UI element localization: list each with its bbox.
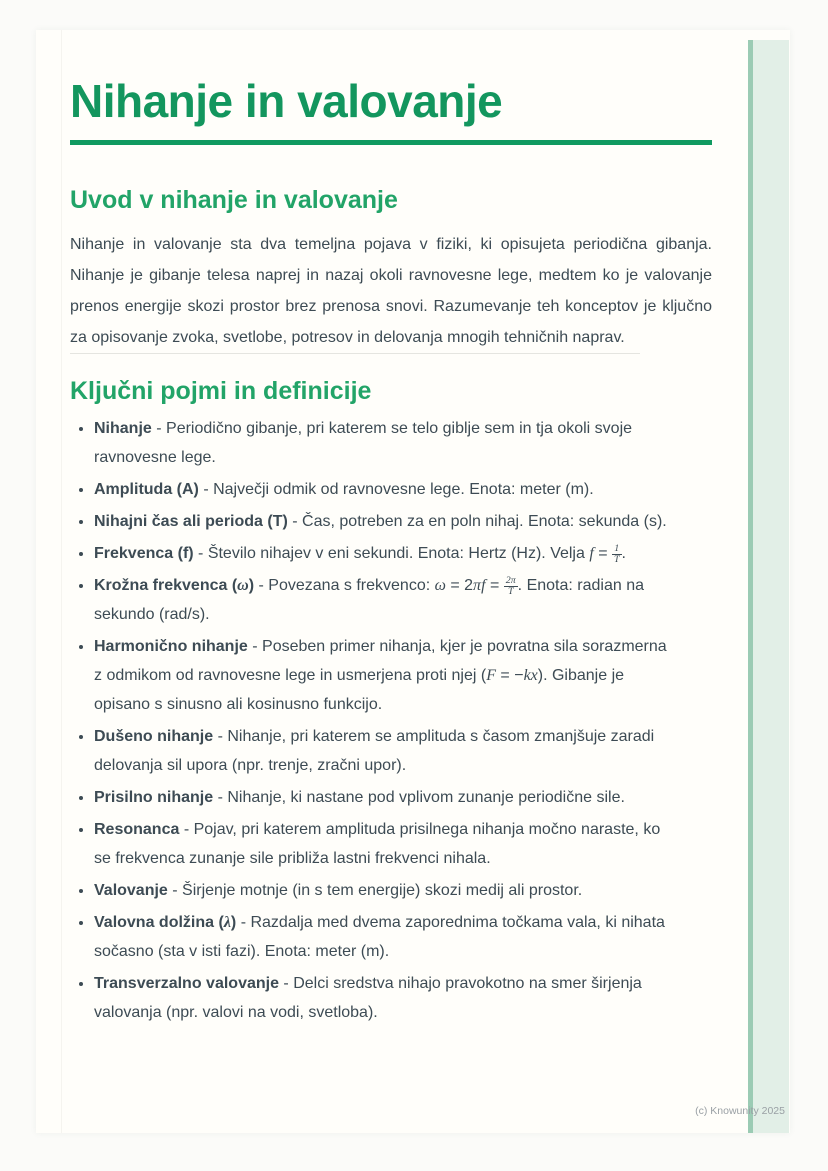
fraction: $\frac{1}{T}$ (614, 543, 620, 566)
definition-term: Krožna frekvenca (ω) (94, 577, 255, 594)
definition-item: • Nihanje - Periodično gibanje, pri katerem se telo giblje sem in tja okoli svoje ravnovesne lege. (94, 414, 672, 472)
definition-description: Poseben primer nihanja, kjer je povratna sila sorazmerna z odmikom od ravnovesne lege in usmerjena proti njej (F = −kx). Gibanje je opisano s sinusno ali kosinusno funkcijo. (94, 638, 667, 713)
definitions-section-heading: Ključni pojmi in definicije (70, 377, 372, 405)
definition-term: Prisilno nihanje (94, 789, 214, 806)
definition-description: Širjenje motnje (in s tem energije) skozi medij ali prostor. (182, 882, 583, 899)
title-underline (70, 140, 712, 145)
definition-item: • Nihajni čas ali perioda (T) - Čas, potreben za en poln nihaj. Enota: sekunda (s). (94, 507, 672, 536)
definition-item: • Krožna frekvenca (ω) - Povezana s frekvenco: ω = 2πf = $\frac{2\pi}{T}$ . Enota: radian na sekundo (rad/s). (94, 571, 672, 629)
document-content (36, 30, 790, 1027)
definition-description: Delci sredstva nihajo pravokotno na smer širjenja valovanja (npr. valovi na vodi, svetloba). (94, 975, 642, 1021)
definition-term: Dušeno nihanje (94, 728, 214, 745)
section-divider (70, 353, 640, 354)
fraction: $\frac{2\pi}{T}$ (505, 575, 516, 598)
math-expression: λ (223, 914, 231, 931)
document-page (36, 30, 790, 1133)
definition-term: Amplituda (A) (94, 481, 199, 498)
math-expression: kx (523, 667, 538, 684)
definition-term: Frekvenca (f) (94, 545, 194, 562)
definition-item: • Frekvenca (f) - Število nihajev v eni sekundi. Enota: Hertz (Hz). Velja f = $\frac{1}{T}$ . (94, 539, 672, 568)
footer-credit: (c) Knowunity 2025 (695, 1105, 785, 1117)
intro-section-heading: Uvod v nihanje in valovanje (70, 186, 398, 214)
definition-description: Nihanje, pri katerem se amplituda s časom zmanjšuje zaradi delovanja sil upora (npr. trenje, zračni upor). (94, 728, 655, 774)
definition-term: Nihajni čas ali perioda (T) (94, 513, 288, 530)
math-expression: ω (237, 577, 249, 594)
definition-term: Harmonično nihanje (94, 638, 248, 655)
math-expression: f (589, 545, 594, 562)
definition-item: • Harmonično nihanje - Poseben primer nihanja, kjer je povratna sila sorazmerna z odmikom od ravnovesne lege in usmerjena proti njej (F = −kx). Gibanje je opisano s sinusno ali kosinusno funkcijo. (94, 632, 672, 719)
definition-description: Število nihajev v eni sekundi. Enota: Hertz (Hz). Velja f = $\frac{1}{T}$ . (207, 543, 626, 566)
definition-description: Pojav, pri katerem amplituda prisilnega nihanja močno naraste, ko se frekvenca zunanje sile približa lastni frekvenci nihala. (94, 821, 661, 867)
definition-description: Čas, potreben za en poln nihaj. Enota: sekunda (s). (302, 513, 667, 530)
definition-term: Transverzalno valovanje (94, 975, 279, 992)
definition-item: • Valovna dolžina (λ) - Razdalja med dvema zaporednima točkama vala, ki nihata sočasno (sta v isti fazi). Enota: meter (m). (94, 908, 672, 966)
intro-paragraph: Nihanje in valovanje sta dva temeljna pojava v fiziki, ki opisujeta periodična gibanja. Nihanje je gibanje telesa naprej in nazaj okoli ravnovesne lege, medtem ko je valovanje prenos energije skozi prostor brez prenosa snovi. Razumevanje teh konceptov je ključno za opisovanje zvoka, svetlobe, potresov in delovanja mnogih tehničnih naprav. (70, 236, 712, 346)
definition-item: • Amplituda (A) - Največji odmik od ravnovesne lege. Enota: meter (m). (94, 475, 672, 504)
definition-item: • Transverzalno valovanje - Delci sredstva nihajo pravokotno na smer širjenja valovanja (npr. valovi na vodi, svetloba). (94, 969, 672, 1027)
definition-description: Nihanje, ki nastane pod vplivom zunanje periodične sile. (227, 789, 625, 806)
definition-description: Povezana s frekvenco: ω = 2πf = $\frac{2\pi}{T}$ . Enota: radian na sekundo (rad/s). (94, 575, 644, 623)
definition-description: Največji odmik od ravnovesne lege. Enota: meter (m). (213, 481, 594, 498)
page-title: Nihanje in valovanje (70, 75, 503, 127)
definition-item: • Prisilno nihanje - Nihanje, ki nastane pod vplivom zunanje periodične sile. (94, 783, 672, 812)
math-expression: F (486, 667, 496, 684)
definition-term: Resonanca (94, 821, 180, 838)
definition-term: Valovna dolžina (λ) (94, 914, 237, 931)
definition-item: • Dušeno nihanje - Nihanje, pri katerem se amplituda s časom zmanjšuje zaradi delovanja sil upora (npr. trenje, zračni upor). (94, 722, 672, 780)
definition-description: Periodično gibanje, pri katerem se telo giblje sem in tja okoli svoje ravnovesne lege. (94, 420, 633, 466)
definition-description: Razdalja med dvema zaporednima točkama vala, ki nihata sočasno (sta v isti fazi). Enota: meter (m). (94, 914, 665, 960)
definition-item: • Resonanca - Pojav, pri katerem amplituda prisilnega nihanja močno naraste, ko se frekvenca zunanje sile približa lastni frekvenci nihala. (94, 815, 672, 873)
definition-term: Nihanje (94, 420, 152, 437)
definitions-list (70, 414, 712, 1027)
definition-term: Valovanje (94, 882, 168, 899)
definition-item: • Valovanje - Širjenje motnje (in s tem energije) skozi medij ali prostor. (94, 876, 672, 905)
math-expression: ω (434, 577, 446, 594)
math-expression: πf (473, 577, 486, 594)
